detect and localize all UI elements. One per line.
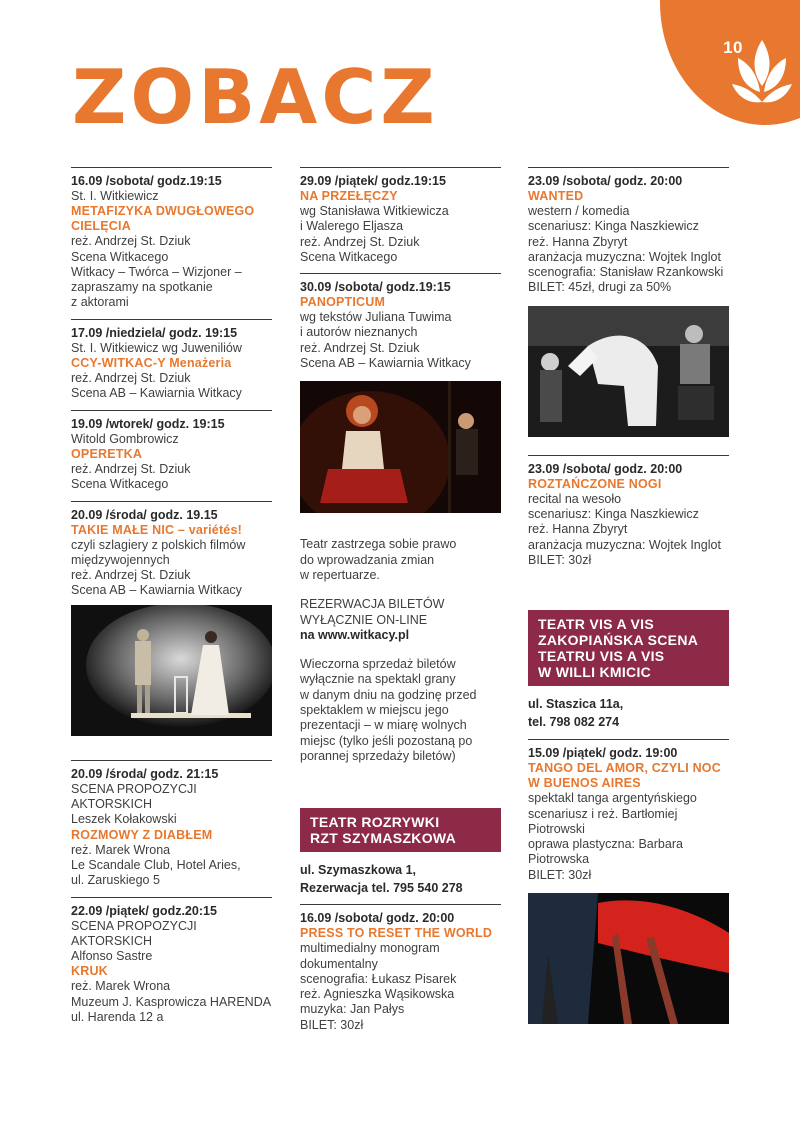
event-detail: dokumentalny xyxy=(300,956,378,971)
event-detail: Piotrowski xyxy=(528,821,585,836)
event-detail: reż. Andrzej St. Dziuk xyxy=(71,568,191,583)
venue-name: TEATR ROZRYWKI xyxy=(310,814,440,831)
event-detail: aranżacja muzyczna: Wojtek Inglot xyxy=(528,537,721,552)
event-detail: Muzeum J. Kasprowicza HARENDA xyxy=(71,994,272,1009)
event-detail: BILET: 45zł, drugi za 50% xyxy=(528,280,672,295)
event-title: PANOPTICUM xyxy=(300,295,386,310)
event-detail: i autorów nieznanych xyxy=(300,325,418,340)
event-detail: recital na wesoło xyxy=(528,491,622,506)
event-date: 30.09 /sobota/ godz.19:15 xyxy=(300,280,451,295)
event-detail: Scena AB – Kawiarnia Witkacy xyxy=(71,386,242,401)
event-date: 19.09 /wtorek/ godz. 19:15 xyxy=(71,416,225,431)
event-date: 20.09 /środa/ godz. 21:15 xyxy=(71,766,219,781)
event-date: 23.09 /sobota/ godz. 20:00 xyxy=(528,174,683,188)
event-detail: Le Scandale Club, Hotel Aries, xyxy=(71,857,241,872)
event-detail: reż. Andrzej St. Dziuk xyxy=(300,340,420,355)
event-detail: reż. Andrzej St. Dziuk xyxy=(71,461,191,476)
event-item xyxy=(71,897,272,1034)
event-author: Witold Gombrowicz xyxy=(71,431,179,446)
event-item xyxy=(71,501,272,605)
event-date: 20.09 /środa/ godz. 19.15 xyxy=(71,507,218,522)
event-detail: międzywojennych xyxy=(71,552,170,567)
event-detail: Scena Witkacego xyxy=(300,249,398,264)
venue-banner xyxy=(528,610,729,686)
photo-wanted xyxy=(528,306,729,437)
sales-line: wyłącznie na spektakl grany xyxy=(300,672,456,687)
event-detail: aranżacja muzyczna: Wojtek Inglot xyxy=(528,249,721,264)
event-item xyxy=(528,167,729,306)
wheat-logo-icon xyxy=(730,36,794,116)
event-author: St. I. Witkiewicz xyxy=(71,189,159,203)
event-detail: Scena AB – Kawiarnia Witkacy xyxy=(71,583,242,598)
event-title: OPERETKA xyxy=(71,446,143,461)
event-detail: scenografia: Stanisław Rzankowski xyxy=(528,265,724,280)
event-item xyxy=(71,410,272,501)
reservation-line: WYŁĄCZNIE ON-LINE xyxy=(300,612,428,627)
event-detail: scenariusz: Kinga Naszkiewicz xyxy=(528,219,699,234)
sales-line: spektaklem w miejscu jego xyxy=(300,703,449,718)
event-title: KRUK xyxy=(71,964,108,979)
event-item xyxy=(300,167,501,273)
event-title: NA PRZEŁĘCZY xyxy=(300,189,398,203)
event-author: SCENA PROPOZYCJI AKTORSKICH xyxy=(71,918,197,948)
reservation-info xyxy=(300,597,501,643)
venue-name: RZT SZYMASZKOWA xyxy=(310,830,457,847)
phone-line: Rezerwacja tel. 795 540 278 xyxy=(300,881,463,896)
event-title: CIELĘCIA xyxy=(71,219,131,234)
notice-line: w repertuarze. xyxy=(300,567,380,582)
event-detail: reż. Marek Wrona xyxy=(71,842,171,857)
event-detail: BILET: 30zł xyxy=(300,1017,364,1032)
address-line: ul. Staszica 11a, xyxy=(528,697,624,712)
column-middle xyxy=(300,167,501,1041)
event-detail: western / komedia xyxy=(528,204,630,218)
photo-tango xyxy=(528,893,729,1024)
phone-line: tel. 798 082 274 xyxy=(528,715,620,730)
event-title: WANTED xyxy=(528,189,584,203)
event-detail: ul. Harenda 12 a xyxy=(71,1010,164,1025)
event-detail: BILET: 30zł xyxy=(528,867,592,882)
event-detail: Witkacy – Twórca – Wizjoner – xyxy=(71,264,242,279)
event-detail: scenariusz: Kinga Naszkiewicz xyxy=(528,507,699,522)
sales-line: Wieczorna sprzedaż biletów xyxy=(300,657,456,672)
sales-line: miejsc (tylko jeśli pozostaną po xyxy=(300,733,473,748)
event-detail: Scena AB – Kawiarnia Witkacy xyxy=(300,356,471,371)
event-detail: wg Stanisława Witkiewicza xyxy=(300,204,449,218)
event-detail: zapraszamy na spotkanie xyxy=(71,280,213,295)
event-item xyxy=(300,273,501,381)
venue-banner xyxy=(300,808,501,852)
event-date: 16.09 /sobota/ godz.19:15 xyxy=(71,174,222,188)
evening-sales-info xyxy=(300,657,501,764)
venue-name: TEATRU VIS A VIS xyxy=(538,648,665,665)
event-detail: wg tekstów Juliana Tuwima xyxy=(300,310,452,325)
event-detail: multimedialny monogram xyxy=(300,941,440,956)
sales-line: porannej sprzedaży biletów) xyxy=(300,748,456,763)
event-date: 16.09 /sobota/ godz. 20:00 xyxy=(300,911,455,926)
event-item xyxy=(71,319,272,410)
event-detail: czyli szlagiery z polskich filmów xyxy=(71,537,246,552)
event-date: 23.09 /sobota/ godz. 20:00 xyxy=(528,461,683,476)
column-right xyxy=(528,167,729,1024)
event-detail: scenografia: Łukasz Pisarek xyxy=(300,971,457,986)
website-link[interactable]: na www.witkacy.pl xyxy=(300,627,410,642)
event-date: 17.09 /niedziela/ godz. 19:15 xyxy=(71,325,238,340)
event-detail: reż. Andrzej St. Dziuk xyxy=(71,234,191,249)
event-title: ROZMOWY Z DIABŁEM xyxy=(71,827,213,842)
event-detail: reż. Hanna Zbyryt xyxy=(528,522,628,537)
page-number: 10 xyxy=(723,38,743,57)
venue-address xyxy=(528,686,729,739)
event-title: CCY-WITKAC-Y Menażeria xyxy=(71,356,232,371)
event-detail: Piotrowska xyxy=(528,852,590,867)
sales-line: prezentacji – w miarę wolnych xyxy=(300,718,467,733)
repertoire-notice xyxy=(300,537,501,583)
event-detail: i Walerego Eljasza xyxy=(300,219,404,234)
column-left xyxy=(71,167,272,1033)
event-title: TAKIE MAŁE NIC – variétés! xyxy=(71,522,242,537)
event-detail: reż. Agnieszka Wąsikowska xyxy=(300,987,455,1002)
reservation-line: REZERWACJA BILETÓW xyxy=(300,597,445,612)
page-title: ZOBACZ xyxy=(72,53,439,141)
event-detail: reż. Andrzej St. Dziuk xyxy=(300,234,420,249)
notice-line: do wprowadzania zmian xyxy=(300,552,435,567)
event-title: W BUENOS AIRES xyxy=(528,776,641,791)
event-detail: scenariusz i reż. Bartłomiej xyxy=(528,806,678,821)
event-item xyxy=(528,455,729,610)
venue-address xyxy=(300,852,501,904)
event-detail: reż. Marek Wrona xyxy=(71,979,171,994)
event-title: METAFIZYKA DWUGŁOWEGO xyxy=(71,204,255,219)
event-title: ROZTAŃCZONE NOGI xyxy=(528,476,662,491)
event-date: 29.09 /piątek/ godz.19:15 xyxy=(300,174,446,188)
event-detail: Scena Witkacego xyxy=(71,477,169,492)
address-line: ul. Szymaszkowa 1, xyxy=(300,863,417,878)
event-detail: spektakl tanga argentyńskiego xyxy=(528,791,697,806)
event-author: Alfonso Sastre xyxy=(71,949,153,964)
notice-line: Teatr zastrzega sobie prawo xyxy=(300,537,457,552)
event-title: PRESS TO RESET THE WORLD xyxy=(300,926,493,941)
event-date: 15.09 /piątek/ godz. 19:00 xyxy=(528,746,678,761)
event-title: TANGO DEL AMOR, CZYLI NOC xyxy=(528,761,721,776)
event-item xyxy=(300,904,501,1041)
event-author: SCENA PROPOZYCJI AKTORSKICH xyxy=(71,781,197,812)
venue-name: TEATR VIS A VIS xyxy=(538,616,654,633)
event-author: St. I. Witkiewicz wg Juweniliów xyxy=(71,340,242,355)
venue-name: ZAKOPIAŃSKA SCENA xyxy=(538,632,699,649)
event-detail: BILET: 30zł xyxy=(528,552,592,567)
event-detail: ul. Zaruskiego 5 xyxy=(71,873,160,888)
event-item xyxy=(528,739,729,893)
sales-line: w danym dniu na godzinę przed xyxy=(300,687,477,702)
event-detail: reż. Hanna Zbyryt xyxy=(528,234,628,249)
event-detail: muzyka: Jan Pałys xyxy=(300,1002,405,1017)
event-detail: reż. Andrzej St. Dziuk xyxy=(71,371,191,386)
venue-name: W WILLI KMICIC xyxy=(538,664,652,681)
event-detail: oprawa plastyczna: Barbara xyxy=(528,837,683,852)
photo-panopticum xyxy=(300,381,501,513)
photo-variety-show xyxy=(71,605,272,736)
event-author: Leszek Kołakowski xyxy=(71,812,177,827)
event-item xyxy=(71,760,272,897)
event-date: 22.09 /piątek/ godz.20:15 xyxy=(71,903,217,918)
event-item xyxy=(71,167,272,319)
event-detail: z aktorami xyxy=(71,295,129,310)
event-detail: Scena Witkacego xyxy=(71,249,169,264)
